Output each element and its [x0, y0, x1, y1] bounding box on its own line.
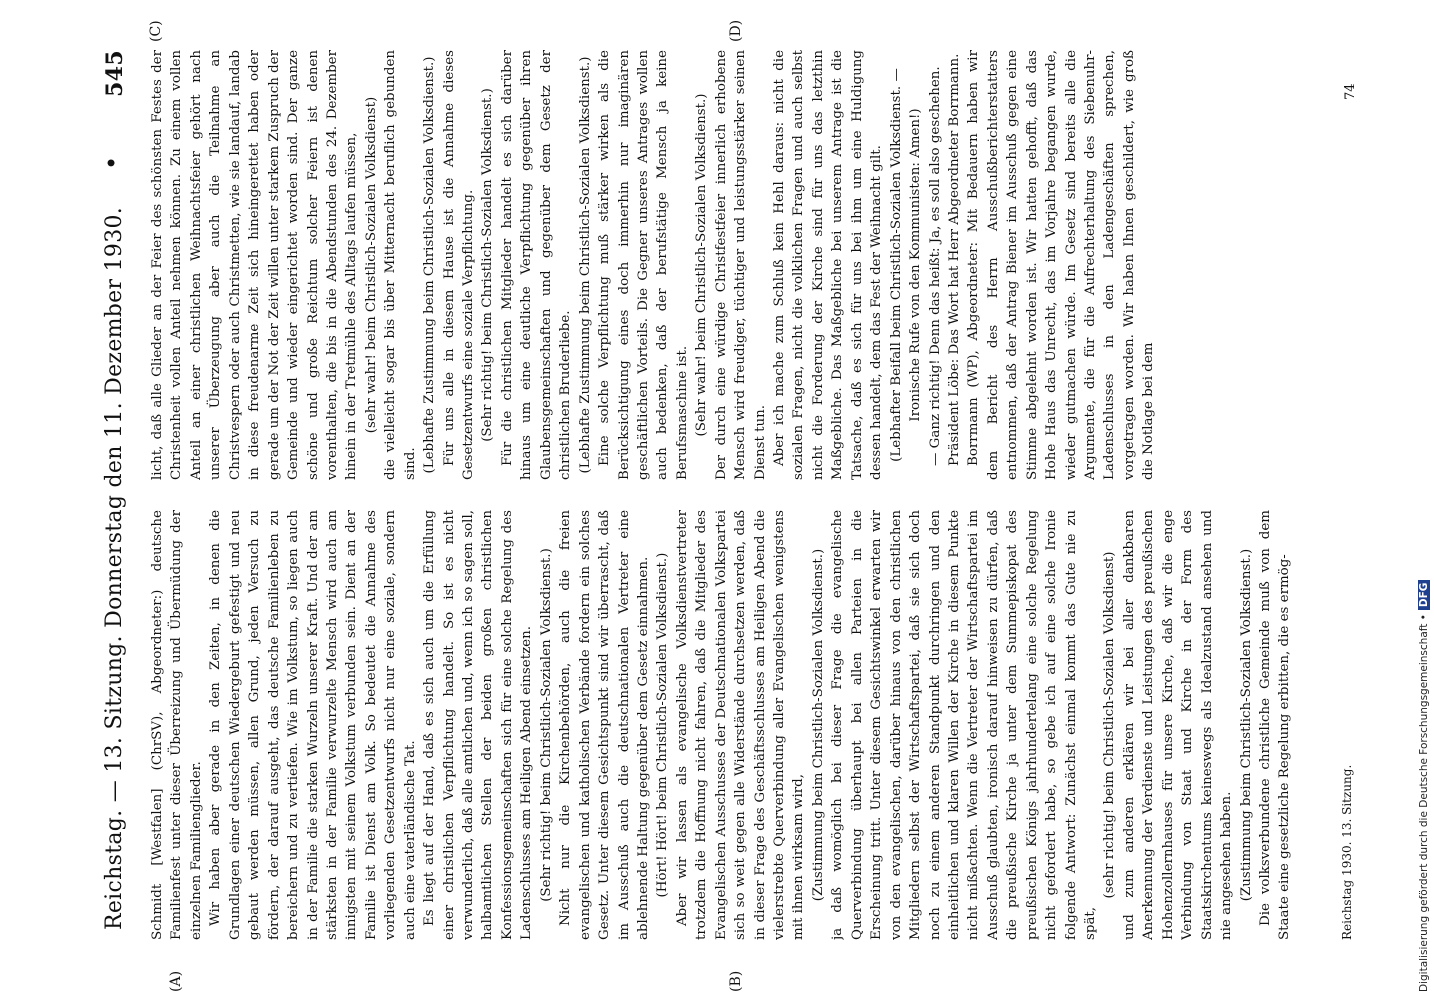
header-dot: •: [98, 155, 126, 170]
page-header: [98, 50, 138, 930]
paragraph: Die volksverbundene christliche Gemeinde muß von dem Staate eine gesetzliche Regelung erbitten, die es ermög-: [1257, 510, 1293, 940]
footer-sheet-number: 74: [1343, 83, 1358, 100]
margin-mark-b: (B): [728, 970, 744, 992]
paragraph: Eine solche Verpflichtung muß stärker wirken als die Berücksichtigung eines doch immerhin nur imaginären geschäftlichen Vorteils. Die Gegner unseres Antrages wollen auch bedenken, daß der berufstätige Mensch ja keine Berufsmaschine ist.: [597, 50, 690, 480]
credit-text: Digitalisierung gefördert durch die Deutsche Forschungsgemeinschaft •: [1418, 614, 1430, 992]
speaker-paragraph: Borrmann (WP), Abgeordneter: Mit Bedauern haben wir dem Bericht des Herrn Ausschußberichterstatters entnommen, daß der Antrag Biener im Ausschuß gegen eine Stimme abgelehnt worden ist. Wir hatten gehofft, daß das Hohe Haus das Unrecht, das im Vorjahre begangen wurde, wieder gutmachen würde. Im Gesetz sind bereits alle die Argumente, die für die Aufrechterhaltung des Siebenuhr-Ladenschlusses in den Ladengeschäften sprechen, vorgetragen worden. Wir haben Ihnen geschildert, wie groß die Notlage bei dem: [966, 50, 1157, 480]
margin-mark-a: (A): [168, 970, 184, 992]
paragraph: Aber wir lassen als evangelische Volksdienstvertreter trotzdem die Hoffnung nicht fahren, daß die Mitglieder des Evangelischen Ausschusses der Deutschnationalen Volkspartei sich so weit gegen alle Widerstände durchsetzen werden, daß in dieser Frage des Geschäftsschlusses am Heiligen Abend die vielerstrebte Querverbindung aller Evangelischen wenigstens mit ihnen wirksam wird,: [674, 510, 807, 940]
dfg-logo: DFG: [1418, 580, 1430, 611]
paragraph: Nicht nur die Kirchenbehörden, auch die freien evangelischen und katholischen Verbände fordern ein solches Gesetz. Unter diesem Gesichtspunkt sind wir überrascht, daß im Ausschuß auch die deutschnationalen Vertreter eine ablehnende Haltung gegenüber dem Gesetz einnahmen.: [558, 510, 651, 940]
interjection: (Sehr richtig! beim Christlich-Sozialen Volksdienst.): [538, 548, 554, 902]
footer-session: Reichstag 1930. 13. Sitzung.: [1340, 764, 1354, 940]
interjection: (sehr wahr! beim Christlich-Sozialen Volksdienst): [363, 96, 379, 434]
paragraph: Aber ich mache zum Schluß kein Hehl daraus: nicht die sozialen Fragen, nicht die volklichen Fragen und auch selbst nicht die Forderung der Kirche sind für uns das letzthin Maßgebliche. Das Maßgebliche bei unserem Antrage ist die Tatsache, daß es sich für uns bei ihm um eine Huldigung dessen handelt, dem das Fest der Weihnacht gilt.: [772, 50, 885, 480]
interjection: (Zustimmung beim Christlich-Sozialen Volksdienst.): [810, 548, 826, 902]
paragraph: — Ganz richtig! Denn das heißt: Ja, es soll also geschehen.: [927, 66, 943, 466]
paragraph: Es liegt auf der Hand, daß es sich auch um die Erfüllung einer christlichen Verpflichtung handelt. So ist es nicht verwunderlich, daß alle amtlichen und, wenn ich so sagen soll, halbamtlichen Stellen der beiden großen christlichen Konfessionsgemeinschaften sich für eine solche Regelung des Ladenschlusses am Heiligen Abend einsetzen.: [422, 510, 535, 940]
rotated-print-sheet: [88, 0, 1408, 1000]
page-number: 545: [102, 50, 128, 97]
digitization-credit: [1418, 8, 1432, 992]
interjection: (Lebhafter Beifall beim Christlich-Sozialen Volksdienst. — Ironische Rufe von den Kommunisten: Amen!): [888, 68, 924, 462]
interjection: (Lebhafte Zustimmung beim Christlich-Sozialen Volksdienst.): [422, 56, 438, 474]
paragraph: Schmidt [Westfalen] (ChrSV), Abgeordneter:) deutsche Familienfest unter dieser Überreizung und Übermüdung der einzelnen Familienglieder.: [150, 510, 204, 940]
paragraph: ja daß womöglich bei dieser Frage die evangelische Querverbindung überhaupt bei allen Parteien in die Erscheinung tritt. Unter diesem Gesichtswinkel erwarten wir von den evangelischen, darüber hinaus von den christlichen Mitgliedern selbst der Wirtschaftspartei, daß sie sich doch noch zu einem anderen Standpunkt durchringen und den einheitlichen und klaren Willen der Kirche in diesem Punkte nicht mißachten. Wenn die Vertreter der Wirtschaftspartei im Ausschuß glaubten, ironisch darauf hinweisen zu dürfen, daß die preußische Kirche ja unter dem Summepiskopat des preußischen Königs jahrhundertelang eine solche Regelung nicht gefordert habe, so gebe ich auf eine solche Ironie folgende Antwort: Zunächst einmal kommt das Gute nie zu spät,: [830, 510, 1098, 940]
interjection: (Sehr wahr! beim Christlich-Sozialen Volksdienst.): [694, 93, 710, 437]
margin-mark-c: (C): [148, 20, 164, 42]
interjection: (Hört! Hört! beim Christlich-Sozialen Volksdienst.): [655, 552, 671, 898]
left-text-column: [148, 510, 1328, 940]
paragraph: die vielleicht sogar bis über Mitternacht beruflich gebunden sind.: [383, 50, 418, 480]
interjection: (Zustimmung beim Christlich-Sozialen Volksdienst.): [1238, 548, 1254, 902]
paragraph: Wir haben aber gerade in den Zeiten, in denen die Grundlagen einer deutschen Wiedergeburt gefestigt und neu gebaut werden müssen, allen Grund, jeden Versuch zu fördern, der darauf ausgeht, das deutsche Familienleben zu bereichern und zu vertiefen. Wie im Volkstum, so liegen auch in der Familie die starken Wurzeln unserer Kraft. Und der am stärksten in der Familie verwurzelte Mensch wird auch am innigsten mit seinem Volkstum verbunden sein. Dient an der Familie ist Dienst am Volk. So bedeutet die Annahme des vorliegenden Gesetzentwurfs nicht nur eine soziale, sondern auch eine vaterländische Tat.: [208, 510, 418, 940]
paragraph: Für die christlichen Mitglieder handelt es sich darüber hinaus um eine deutliche Verpflichtung gegenüber ihren Glaubensgemeinschaften und gegenüber dem Gesetz der christlichen Bruderliebe.: [499, 50, 574, 480]
paragraph: licht, daß alle Glieder an der Feier des schönsten Festes der Christenheit vollen Anteil nehmen können. Zu einem vollen Anteil an einer christlichen Weihnachtsfeier gehört nach unserer Überzeugung aber auch die Teilnahme an Christvespern oder auch Christmetten, wie sie landauf, landab in diese freudenarme Zeit sich hineingerettet haben oder gerade um der Not der Zeit willen unter starkem Zuspruch der Gemeinde und wieder eingerichtet worden sind. Der ganze schöne und große Reichtum solcher Feiern ist denen vorenthalten, die bis in die Abendstunden des 24. Dezember hinein in der Tretmühle des Alltags laufen müssen,: [150, 50, 360, 480]
interjection: (sehr richtig! beim Christlich-Sozialen Volksdienst): [1102, 551, 1118, 899]
paragraph: Der durch eine würdige Christfestfeier innerlich erhobene Mensch wird freudiger, tüchtiger und leistungsstärker seinen Dienst tun.: [713, 50, 768, 480]
speaker-paragraph: Präsident Löbe: Das Wort hat Herr Abgeordneter Borrmann.: [946, 53, 962, 466]
interjection: (Sehr richtig! beim Christlich-Sozialen Volksdienst.): [480, 88, 496, 442]
running-title: Reichstag. — 13. Sitzung. Donnerstag den 11. Dezember 1930.: [102, 206, 127, 930]
paragraph: Für uns alle in diesem Hause ist die Annahme dieses Gesetzentwurfs eine soziale Verpflichtung.: [441, 50, 476, 480]
paragraph: und zum anderen erklären wir bei aller dankbaren Anerkennung der Verdienste und Leistungen des preußischen Hohenzollernhauses für unsere Kirche, daß wir die enge Verbindung von Staat und Kirche in der Form des Staatskirchentums keineswegs als Idealzustand ansehen und nie angesehen haben.: [1121, 510, 1235, 940]
margin-mark-d: (D): [728, 19, 744, 42]
interjection: (Lebhafte Zustimmung beim Christlich-Sozialen Volksdienst.): [577, 56, 593, 474]
right-text-column: [148, 50, 1328, 480]
